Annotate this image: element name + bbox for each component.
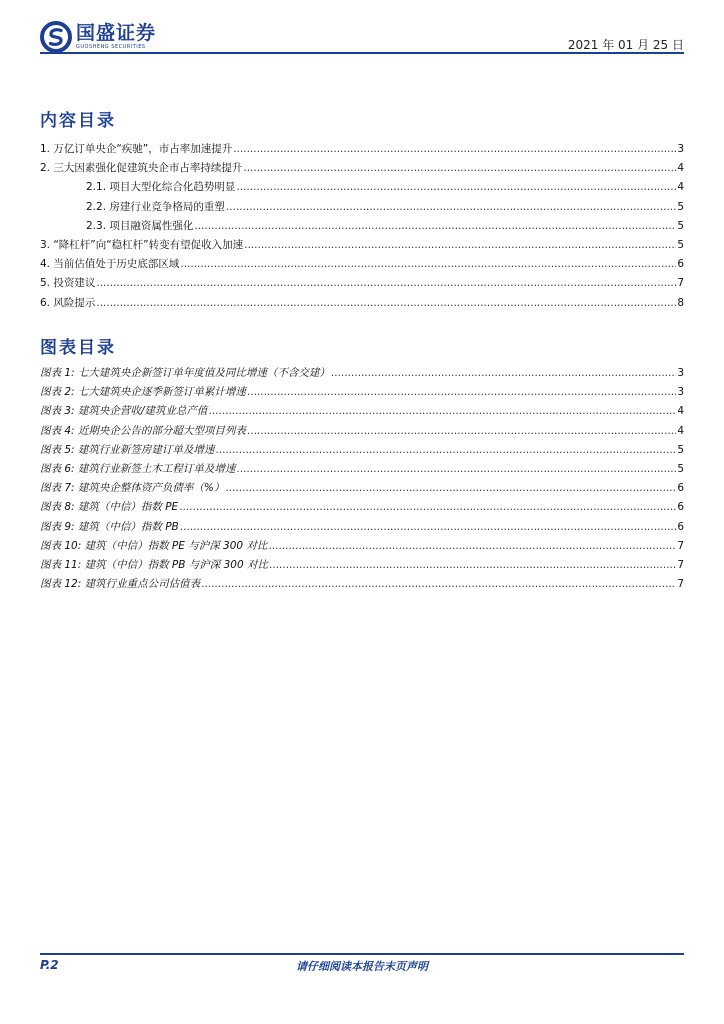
figure-entry[interactable] bbox=[40, 519, 684, 538]
toc-entry-label: 2.1. 项目大型化综合化趋势明显 bbox=[86, 181, 236, 194]
toc-entry-page: 4 bbox=[677, 162, 684, 175]
toc-entry-page: 5 bbox=[677, 219, 684, 232]
dot-leader bbox=[268, 540, 676, 552]
toc-entry[interactable] bbox=[40, 160, 684, 179]
dot-leader bbox=[225, 482, 676, 494]
brand-name-en: GUOSHENG SECURITIES bbox=[76, 44, 146, 50]
figure-entry-page: 7 bbox=[677, 539, 684, 552]
dot-leader bbox=[208, 405, 676, 417]
figure-entry-page: 7 bbox=[677, 578, 684, 591]
dot-leader bbox=[226, 201, 676, 213]
figure-entry[interactable] bbox=[40, 557, 684, 576]
footer-divider bbox=[40, 953, 684, 955]
dot-leader bbox=[236, 463, 676, 475]
figure-entry-page: 5 bbox=[677, 462, 684, 475]
figure-entry[interactable] bbox=[40, 384, 684, 403]
toc-entry-page: 3 bbox=[677, 143, 684, 155]
toc-entry-page: 7 bbox=[677, 277, 684, 290]
figure-entry-label: 图表 10: 建筑（中信）指数 PE 与沪深 300 对比 bbox=[40, 539, 268, 552]
toc-entry-page: 4 bbox=[677, 181, 684, 194]
dot-leader bbox=[180, 258, 676, 270]
toc-entry[interactable] bbox=[40, 237, 684, 256]
figure-entry-label: 图表 9: 建筑（中信）指数 PB bbox=[40, 520, 179, 533]
dot-leader bbox=[247, 386, 676, 398]
toc-entry-label: 6. 风险提示 bbox=[40, 296, 96, 309]
guosheng-logo-icon bbox=[40, 21, 72, 53]
dot-leader bbox=[96, 297, 676, 309]
toc-entry-label: 4. 当前估值处于历史底部区域 bbox=[40, 258, 180, 271]
figure-entry-page: 7 bbox=[677, 558, 684, 571]
page-number: P.2 bbox=[40, 958, 59, 972]
brand-logo bbox=[40, 20, 156, 54]
brand-name: 国盛证券 bbox=[76, 22, 157, 44]
figure-entry[interactable] bbox=[40, 442, 684, 461]
dot-leader bbox=[180, 521, 677, 533]
dot-leader bbox=[269, 559, 676, 571]
figure-entry-label: 图表 7: 建筑央企整体资产负债率（%） bbox=[40, 482, 225, 495]
figure-entry-page: 3 bbox=[677, 367, 684, 379]
toc-subentry[interactable] bbox=[40, 218, 684, 237]
figure-entry-label: 图表 8: 建筑（中信）指数 PE bbox=[40, 501, 179, 514]
toc-entry[interactable] bbox=[40, 256, 684, 275]
figure-entry[interactable] bbox=[40, 499, 684, 518]
figure-entry-label: 图表 12: 建筑行业重点公司估值表 bbox=[40, 578, 201, 591]
disclaimer-note: 请仔细阅读本报告末页声明 bbox=[296, 960, 428, 973]
figure-entry-label: 图表 2: 七大建筑央企逐季新签订单累计增速 bbox=[40, 386, 246, 399]
page-header bbox=[40, 20, 684, 56]
dot-leader bbox=[194, 220, 676, 232]
figure-entry-page: 6 bbox=[677, 520, 684, 533]
dot-leader bbox=[179, 501, 676, 513]
toc-entry-label: 2. 三大因素强化促建筑央企市占率持续提升 bbox=[40, 162, 243, 175]
toc-entry-label: 2.2. 房建行业竞争格局的重塑 bbox=[86, 200, 225, 213]
toc-subentry[interactable] bbox=[40, 199, 684, 218]
dot-leader bbox=[201, 578, 676, 590]
dot-leader bbox=[244, 239, 676, 251]
toc-entry-label: 1. 万亿订单央企“疾驰”，市占率加速提升 bbox=[40, 143, 233, 155]
figure-entry[interactable] bbox=[40, 576, 684, 595]
figure-entry-page: 6 bbox=[677, 482, 684, 495]
toc-subentry[interactable] bbox=[40, 179, 684, 198]
dot-leader bbox=[96, 277, 676, 289]
figure-entry[interactable] bbox=[40, 538, 684, 557]
figure-entry-page: 5 bbox=[677, 443, 684, 456]
figure-entry[interactable] bbox=[40, 423, 684, 442]
report-date: 2021 年 01 月 25 日 bbox=[567, 38, 684, 52]
toc-entry-label: 2.3. 项目融资属性强化 bbox=[86, 219, 194, 232]
toc-entry[interactable] bbox=[40, 275, 684, 294]
figure-entry-page: 6 bbox=[677, 501, 684, 514]
contents-list bbox=[40, 141, 684, 314]
toc-entry-page: 6 bbox=[677, 258, 684, 271]
toc-entry-label: 3. “降杠杆”向“稳杠杆”转变有望促收入加速 bbox=[40, 238, 244, 251]
figures-title: 图表目录 bbox=[40, 338, 116, 358]
figure-entry-label: 图表 3: 建筑央企营收/建筑业总产值 bbox=[40, 405, 208, 418]
figure-entry-page: 4 bbox=[677, 405, 684, 418]
dot-leader bbox=[215, 444, 676, 456]
toc-entry-page: 5 bbox=[677, 238, 684, 251]
toc-entry-page: 5 bbox=[677, 200, 684, 213]
figure-entry[interactable] bbox=[40, 365, 684, 384]
figure-entry-label: 图表 4: 近期央企公告的部分超大型项目列表 bbox=[40, 424, 246, 437]
figures-list bbox=[40, 365, 684, 595]
dot-leader bbox=[247, 425, 676, 437]
figure-entry[interactable] bbox=[40, 403, 684, 422]
toc-entry-page: 8 bbox=[677, 296, 684, 309]
dot-leader bbox=[331, 367, 676, 379]
figure-entry-label: 图表 11: 建筑（中信）指数 PB 与沪深 300 对比 bbox=[40, 558, 269, 571]
figure-entry-page: 3 bbox=[677, 386, 684, 399]
dot-leader bbox=[243, 162, 676, 174]
toc-entry-label: 5. 投资建议 bbox=[40, 277, 96, 290]
figure-entry-page: 4 bbox=[677, 424, 684, 437]
figure-entry-label: 图表 6: 建筑行业新签土木工程订单及增速 bbox=[40, 462, 236, 475]
header-divider bbox=[40, 52, 684, 54]
dot-leader bbox=[233, 143, 676, 155]
figure-entry-label: 图表 1: 七大建筑央企新签订单年度值及同比增速（不含交建） bbox=[40, 367, 330, 379]
toc-entry[interactable] bbox=[40, 295, 684, 314]
figure-entry[interactable] bbox=[40, 480, 684, 499]
dot-leader bbox=[236, 181, 676, 193]
contents-title: 内容目录 bbox=[40, 111, 116, 131]
figure-entry[interactable] bbox=[40, 461, 684, 480]
toc-entry[interactable] bbox=[40, 141, 684, 160]
figure-entry-label: 图表 5: 建筑行业新签房建订单及增速 bbox=[40, 443, 215, 456]
